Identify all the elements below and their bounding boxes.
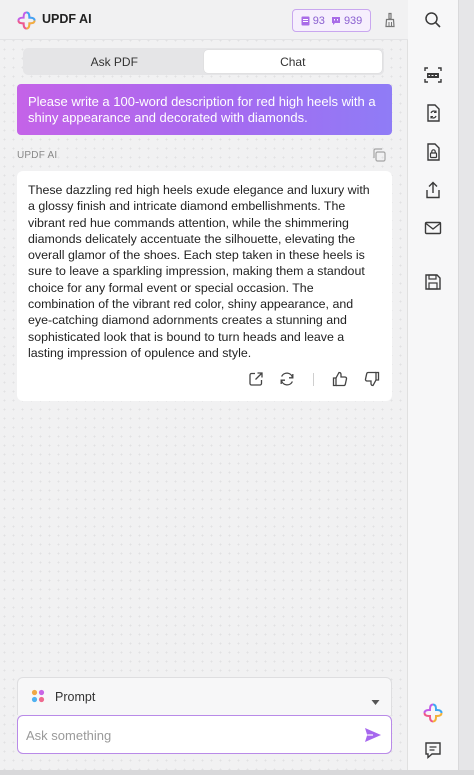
prompt-label: Prompt — [55, 690, 96, 704]
convert-icon[interactable] — [423, 103, 443, 123]
tab-ask-pdf[interactable]: Ask PDF — [90, 54, 138, 69]
chat-credits-value: 939 — [343, 14, 363, 27]
brush-icon[interactable] — [382, 12, 398, 28]
protect-icon[interactable] — [423, 142, 443, 162]
copy-icon[interactable] — [371, 147, 387, 163]
email-icon[interactable] — [423, 218, 443, 238]
response-actions — [17, 370, 392, 392]
window-edge — [458, 0, 474, 775]
right-toolbar — [408, 0, 458, 775]
regenerate-icon[interactable] — [278, 370, 296, 388]
user-message-bubble: Please write a 100-word description for red high heels with a shiny appearance and decorated with diamonds. — [17, 84, 392, 135]
ask-input[interactable] — [26, 722, 346, 748]
chat-credit-icon — [331, 16, 341, 26]
save-icon[interactable] — [423, 272, 443, 292]
search-icon[interactable] — [423, 10, 443, 30]
pdf-credits-value: 93 — [312, 14, 325, 27]
chevron-down-icon[interactable] — [371, 693, 380, 700]
comment-icon[interactable] — [423, 740, 443, 760]
send-icon[interactable] — [364, 727, 382, 743]
thumbs-up-icon[interactable] — [331, 370, 349, 388]
ai-response-text: These dazzling red high heels exude elegance and luxury with a glossy finish and intricate diamond embellishments. The vibrant red hue commands attention, while the shimmering diamonds delicately accentuate the silhouette, elevating the overall glamor of the shoes. Each step taken in these heels is sure to leave a sparkling impression, making them a standout choice for any formal event or special occasion. The combination of the vibrant red color, shiny appearance, and eye-catching diamond adornments creates a stunning and sophisticated look that is bound to turn heads and leave a lasting impression of opulence and style. — [28, 183, 370, 360]
prompt-selector[interactable] — [17, 677, 392, 715]
prompt-icon — [31, 689, 45, 703]
ocr-icon[interactable] — [423, 65, 443, 85]
window-bottom-edge — [0, 770, 474, 775]
tab-chat[interactable]: Chat — [204, 50, 383, 73]
document-credit-icon — [301, 16, 310, 26]
app-title: UPDF AI — [42, 12, 92, 26]
actions-divider — [313, 373, 314, 386]
ai-sender-label: UPDF AI — [17, 150, 58, 161]
updf-ai-icon[interactable] — [423, 703, 443, 723]
ask-input-box — [17, 715, 392, 754]
ai-response-card — [17, 171, 392, 401]
share-icon[interactable] — [423, 180, 443, 200]
pdf-credits — [301, 15, 325, 27]
chat-credits — [331, 15, 362, 27]
open-external-icon[interactable] — [247, 370, 265, 388]
panel-header — [0, 0, 408, 40]
credits-badge[interactable] — [292, 9, 371, 32]
mode-tabs — [23, 48, 384, 75]
thumbs-down-icon[interactable] — [363, 370, 381, 388]
updf-logo-icon — [17, 11, 36, 30]
